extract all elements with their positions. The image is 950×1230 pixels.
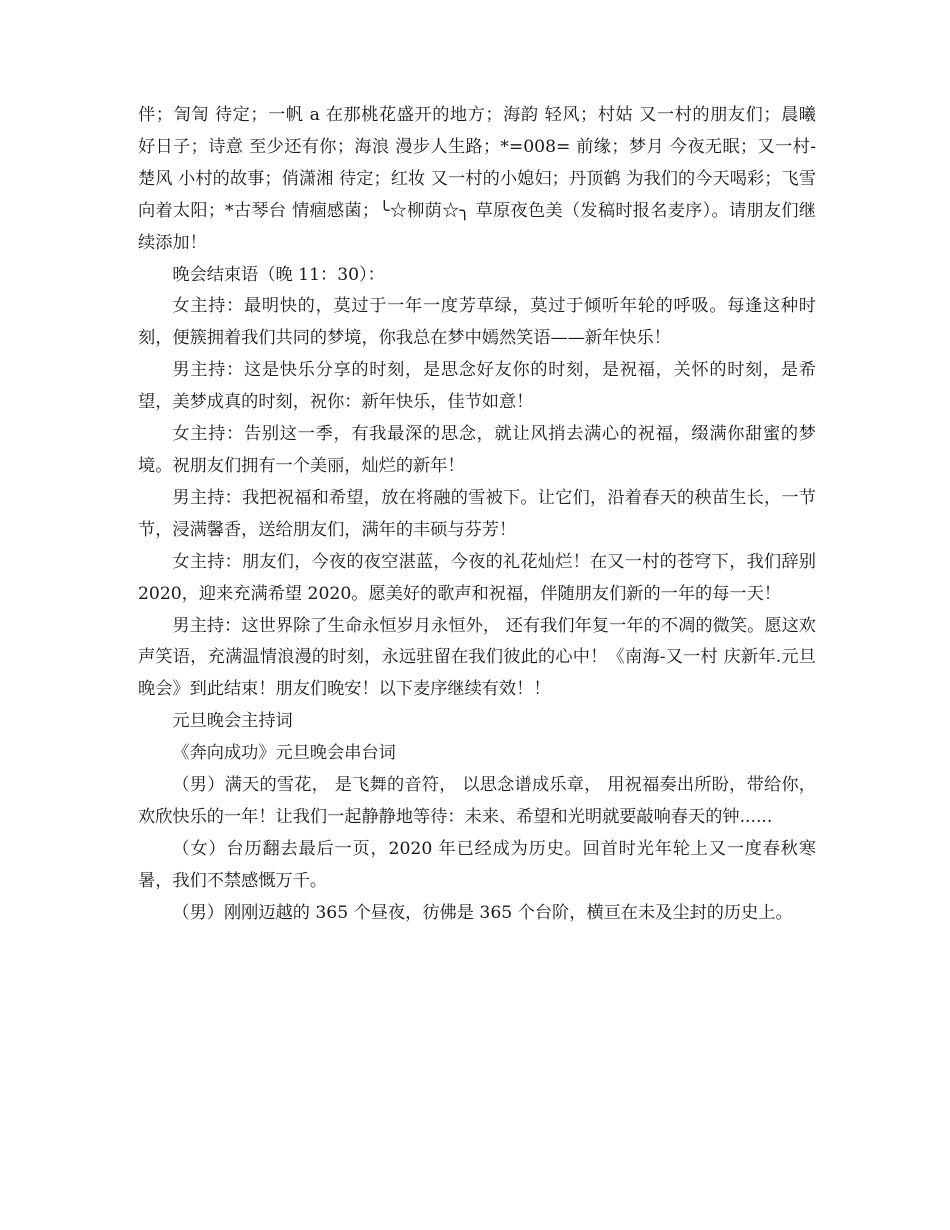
paragraph-10: 《奔向成功》元旦晚会串台词	[172, 743, 396, 764]
paragraph-6: 男主持：我把祝福和希望，放在将融的雪被下。让它们，沿着春天的秧苗生长，一节节，浸满馨香，送给朋友们，满年的丰硕与芬芳！	[138, 487, 816, 540]
paragraph-11: （男）满天的雪花， 是飞舞的音符， 以思念谱成乐章， 用祝福奏出所盼，带给你， 欢欣快乐的一年！让我们一起静静地等待：未来、希望和光明就要敲响春天的钟......	[138, 775, 822, 827]
paragraph-8: 男主持：这世界除了生命永恒岁月永恒外， 还有我们年复一年的不凋的微笑。愿这欢声笑语，充满温情浪漫的时刻，永远驻留在我们彼此的心中！《南海-又一村 庆新年.元旦晚会》到此结束！朋友们晚安！以下麦序继续有效！！	[138, 615, 816, 700]
paragraph-1: 伴；訇訇 待定；一帆 a 在那桃花盛开的地方；海韵 轻风；村姑 又一村的朋友们；晨曦 好日子；诗意 至少还有你；海浪 漫步人生路；*=008= 前缘；梦月 今夜无眠；又一村-楚风 小村的故事；俏潇湘 待定；红妆 又一村的小媳妇；丹顶鹤 为我们的今天喝彩；飞雪 向着太阳；*古琴台 情痼感菌；╰☆柳荫☆╮ 草原夜色美（发稿时报名麦序）。请朋友们继续添加！	[138, 105, 822, 253]
paragraph-9: 元旦晚会主持词	[172, 711, 293, 732]
paragraph-12: （女）台历翻去最后一页，2020 年已经成为历史。回首时光年轮上又一度春秋寒暑，我们不禁感慨万千。	[138, 838, 816, 891]
paragraph-4: 男主持：这是快乐分享的时刻，是思念好友你的时刻，是祝福，关怀的时刻，是希望，美梦成真的时刻，祝你：新年快乐，佳节如意！	[138, 360, 816, 413]
paragraph-5: 女主持：告别这一季，有我最深的思念，就让风捎去满心的祝福，缀满你甜蜜的梦境。祝朋友们拥有一个美丽，灿烂的新年！	[138, 424, 816, 476]
paragraph-3: 女主持：最明快的，莫过于一年一度芳草绿，莫过于倾听年轮的呼吸。每逢这种时刻，便簇拥着我们共同的梦境，你我总在梦中嫣然笑语——新年快乐！	[138, 296, 816, 349]
document-page	[138, 100, 822, 930]
paragraph-7: 女主持：朋友们，今夜的夜空湛蓝，今夜的礼花灿烂！在又一村的苍穹下，我们辞别 2020，迎来充满希望 2020。愿美好的歌声和祝福，伴随朋友们新的一年的每一天！	[138, 551, 822, 604]
paragraph-13: （男）刚刚迈越的 365 个昼夜，彷佛是 365 个台阶，横亘在未及尘封的历史上。	[172, 902, 793, 923]
paragraph-2: 晚会结束语（晚 11：30）：	[172, 264, 385, 285]
